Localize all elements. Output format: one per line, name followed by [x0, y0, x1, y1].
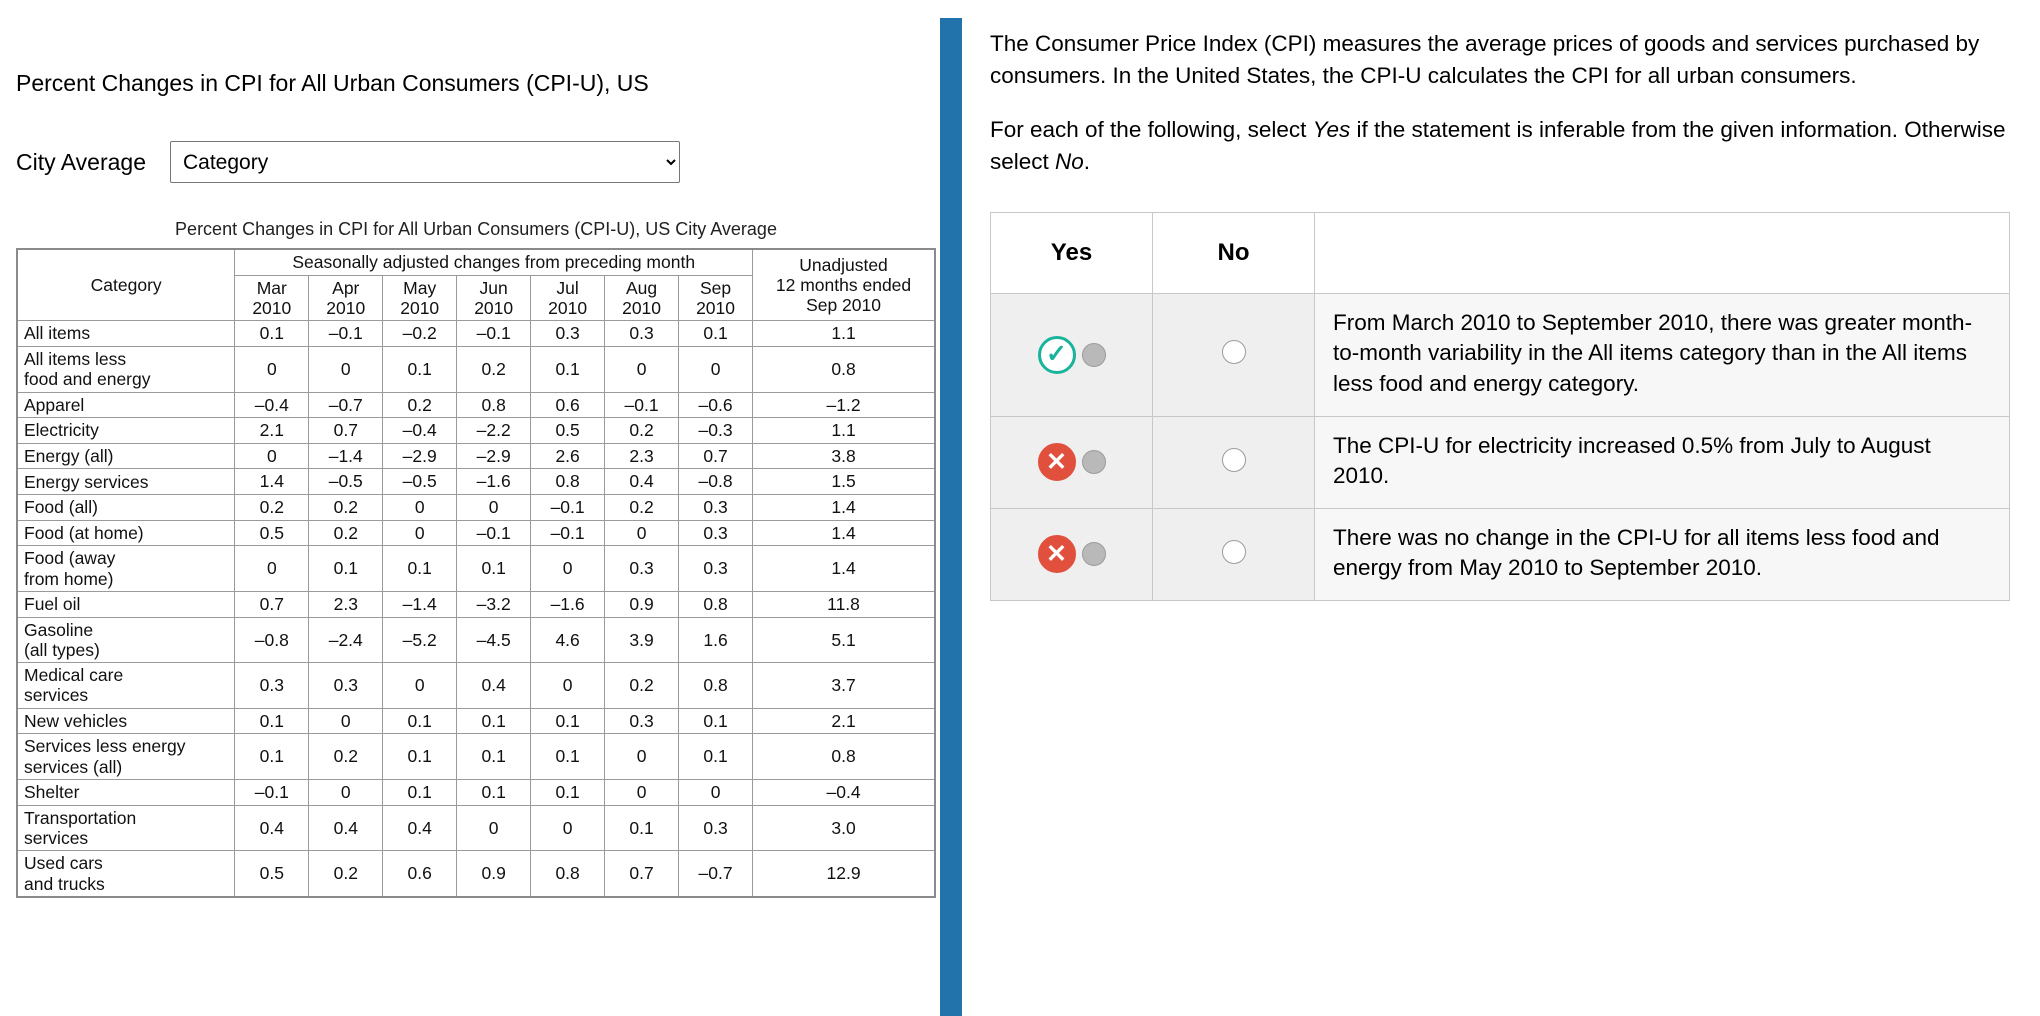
cell-monthly-change: 0.1 [383, 346, 457, 392]
no-radio[interactable] [1222, 340, 1246, 364]
category-line: Fuel oil [24, 594, 81, 615]
intro-no-emphasis: No [1055, 148, 1084, 174]
cell-monthly-change: 0.3 [605, 321, 679, 347]
cell-unadjusted-12-months: 1.4 [753, 546, 935, 592]
month-name: Jul [556, 277, 579, 298]
cell-monthly-change: 0 [679, 780, 753, 806]
category-line: Electricity [24, 420, 99, 441]
cell-monthly-change: 1.6 [679, 617, 753, 663]
cell-unadjusted-12-months: 3.8 [753, 443, 935, 469]
cell-unadjusted-12-months: 12.9 [753, 851, 935, 897]
column-header-unadjusted [753, 249, 935, 321]
table-row [17, 591, 935, 617]
no-radio[interactable] [1222, 448, 1246, 472]
category-line: Food (at home) [24, 522, 144, 543]
cell-monthly-change: 0.2 [309, 495, 383, 521]
incorrect-cross-icon: ✕ [1038, 443, 1076, 481]
cell-category [17, 346, 235, 392]
table-row [17, 392, 935, 418]
question-row [991, 416, 2010, 508]
column-header-no: No [1153, 212, 1315, 293]
cell-monthly-change: 2.3 [309, 591, 383, 617]
cell-monthly-change: 0.2 [309, 851, 383, 897]
cell-monthly-change: –0.4 [235, 392, 309, 418]
cell-monthly-change: 0.1 [383, 708, 457, 734]
cell-monthly-change: 0.1 [457, 734, 531, 780]
cell-monthly-change: –0.1 [457, 321, 531, 347]
incorrect-cross-icon: ✕ [1038, 535, 1076, 573]
question-row [991, 293, 2010, 416]
table-row [17, 321, 935, 347]
cell-unadjusted-12-months: 1.4 [753, 495, 935, 521]
cell-monthly-change: 0 [309, 780, 383, 806]
cell-statement: There was no change in the CPI-U for all items less food and energy from May 2010 to September 2010. [1315, 508, 2010, 600]
cell-monthly-change: 0 [605, 734, 679, 780]
category-line: Shelter [24, 782, 80, 803]
intro-text-before: For each of the following, select [990, 116, 1313, 142]
cell-monthly-change: 0.2 [383, 392, 457, 418]
cell-monthly-change: –5.2 [383, 617, 457, 663]
cell-monthly-change: –0.7 [679, 851, 753, 897]
cell-unadjusted-12-months: 1.4 [753, 520, 935, 546]
cell-category [17, 734, 235, 780]
cell-monthly-change: –0.3 [679, 418, 753, 444]
column-header-month [309, 275, 383, 321]
cell-monthly-change: –0.1 [605, 392, 679, 418]
cell-monthly-change: 0.7 [235, 591, 309, 617]
category-line: All items [24, 323, 91, 344]
column-header-month [383, 275, 457, 321]
cell-monthly-change: 0 [457, 805, 531, 851]
table-row [17, 805, 935, 851]
cpi-table-head [17, 249, 935, 321]
category-line: Energy (all) [24, 445, 114, 466]
category-line: (all types) [24, 639, 100, 660]
cell-monthly-change: 0 [679, 346, 753, 392]
right-panel [962, 0, 2040, 1016]
cell-category [17, 805, 235, 851]
cell-monthly-change: 0.3 [531, 321, 605, 347]
table-row [17, 617, 935, 663]
cell-monthly-change: 0 [235, 546, 309, 592]
cell-monthly-change: 0.6 [531, 392, 605, 418]
column-header-category: Category [17, 249, 235, 321]
table-row [17, 346, 935, 392]
category-line: Apparel [24, 394, 85, 415]
cell-monthly-change: –0.2 [383, 321, 457, 347]
cell-monthly-change: –0.1 [457, 520, 531, 546]
cell-monthly-change: 0.7 [679, 443, 753, 469]
cell-monthly-change: 4.6 [531, 617, 605, 663]
question-row [991, 508, 2010, 600]
cell-monthly-change: 0.1 [679, 734, 753, 780]
category-line: Food (away [24, 548, 116, 569]
month-year: 2010 [622, 297, 662, 318]
cell-monthly-change: 0.7 [309, 418, 383, 444]
category-line: Services less energy [24, 736, 186, 757]
cell-category [17, 443, 235, 469]
intro-yes-emphasis: Yes [1312, 116, 1351, 142]
cell-monthly-change: 0.1 [383, 780, 457, 806]
cell-monthly-change: 0 [235, 443, 309, 469]
cell-monthly-change: 0.1 [679, 708, 753, 734]
cell-monthly-change: 0.1 [235, 321, 309, 347]
city-average-label: City Average [16, 148, 146, 175]
column-header-month [531, 275, 605, 321]
month-year: 2010 [252, 297, 292, 318]
question-header-row [991, 212, 2010, 293]
cell-statement: The CPI-U for electricity increased 0.5% from July to August 2010. [1315, 416, 2010, 508]
cell-monthly-change: –0.7 [309, 392, 383, 418]
cell-monthly-change: 0.8 [531, 851, 605, 897]
cell-monthly-change: 2.6 [531, 443, 605, 469]
category-line: services [24, 827, 89, 848]
cell-monthly-change: 0.4 [457, 663, 531, 709]
cell-monthly-change: 0.2 [309, 734, 383, 780]
table-row [17, 780, 935, 806]
intro-paragraph-1: The Consumer Price Index (CPI) measures the average prices of goods and services purchased by consumers. In the United States, the CPI-U calculates the CPI for all urban consumers. [990, 31, 1980, 88]
cell-monthly-change: 0 [309, 708, 383, 734]
cell-monthly-change: 0.2 [457, 346, 531, 392]
table-row [17, 708, 935, 734]
month-name: Jun [479, 277, 508, 298]
table-row [17, 663, 935, 709]
cell-yes-option[interactable] [991, 508, 1153, 600]
cell-monthly-change: 0 [309, 346, 383, 392]
cell-monthly-change: –2.9 [383, 443, 457, 469]
month-year: 2010 [548, 297, 588, 318]
month-year: 2010 [474, 297, 514, 318]
yes-radio[interactable] [1082, 542, 1106, 566]
cell-monthly-change: –1.4 [309, 443, 383, 469]
cell-monthly-change: –2.2 [457, 418, 531, 444]
cell-monthly-change: 0.5 [235, 520, 309, 546]
cell-monthly-change: 0.3 [235, 663, 309, 709]
cell-monthly-change: 0.3 [309, 663, 383, 709]
category-line: Gasoline [24, 619, 94, 640]
cell-monthly-change: 0 [383, 495, 457, 521]
cell-monthly-change: –0.5 [309, 469, 383, 495]
cell-monthly-change: 0.8 [531, 469, 605, 495]
cell-category [17, 392, 235, 418]
cell-unadjusted-12-months: 11.8 [753, 591, 935, 617]
cell-unadjusted-12-months: 1.1 [753, 321, 935, 347]
cell-monthly-change: 3.9 [605, 617, 679, 663]
month-name: Mar [256, 277, 287, 298]
yes-radio[interactable] [1082, 450, 1106, 474]
cell-monthly-change: 0.1 [383, 734, 457, 780]
instructions [990, 28, 2010, 178]
cell-monthly-change: –0.1 [309, 321, 383, 347]
cell-monthly-change: 0.9 [457, 851, 531, 897]
intro-paragraph-2 [990, 114, 2010, 178]
cell-monthly-change: 0.1 [457, 780, 531, 806]
cell-no-option[interactable] [1153, 508, 1315, 600]
left-panel [0, 0, 940, 1016]
cell-monthly-change: 0 [531, 805, 605, 851]
cell-monthly-change: 0 [383, 520, 457, 546]
cell-monthly-change: 0 [605, 520, 679, 546]
column-header-statement [1315, 212, 2010, 293]
cell-monthly-change: 0.1 [383, 546, 457, 592]
cell-unadjusted-12-months: 0.8 [753, 346, 935, 392]
cell-category [17, 663, 235, 709]
table-row [17, 520, 935, 546]
table-row [17, 469, 935, 495]
cell-unadjusted-12-months: 2.1 [753, 708, 935, 734]
cell-monthly-change: 0 [531, 663, 605, 709]
cell-yes-option[interactable] [991, 416, 1153, 508]
page-title: Percent Changes in CPI for All Urban Consumers (CPI-U), US [16, 70, 649, 96]
category-select[interactable] [170, 141, 680, 183]
cell-category [17, 321, 235, 347]
cpi-table-body [17, 321, 935, 897]
column-header-month [457, 275, 531, 321]
cell-monthly-change: 2.1 [235, 418, 309, 444]
category-line: All items less [24, 348, 127, 369]
cell-category [17, 520, 235, 546]
cell-unadjusted-12-months: 1.5 [753, 469, 935, 495]
month-year: 2010 [400, 297, 440, 318]
cell-monthly-change: 0.4 [605, 469, 679, 495]
table-row [17, 418, 935, 444]
yes-radio[interactable] [1082, 343, 1106, 367]
cell-monthly-change: –0.8 [679, 469, 753, 495]
column-header-month [235, 275, 309, 321]
month-year: 2010 [696, 297, 736, 318]
cell-monthly-change: 0.4 [235, 805, 309, 851]
category-line: from home) [24, 568, 114, 589]
table-row [17, 734, 935, 780]
cell-monthly-change: 0.7 [605, 851, 679, 897]
cell-category [17, 495, 235, 521]
cell-monthly-change: –1.6 [531, 591, 605, 617]
cell-monthly-change: 2.3 [605, 443, 679, 469]
cell-monthly-change: –3.2 [457, 591, 531, 617]
cell-monthly-change: 0.1 [309, 546, 383, 592]
cell-category [17, 546, 235, 592]
cell-yes-option[interactable] [991, 293, 1153, 416]
cell-monthly-change: 0.2 [605, 418, 679, 444]
yes-radio-group[interactable] [1038, 443, 1106, 481]
unadjusted-line-2: 12 months ended [775, 275, 912, 296]
cell-monthly-change: 0 [383, 663, 457, 709]
cell-unadjusted-12-months: –1.2 [753, 392, 935, 418]
cell-monthly-change: 0.1 [605, 805, 679, 851]
category-line: and trucks [24, 873, 105, 894]
cell-monthly-change: –1.4 [383, 591, 457, 617]
table-row [17, 851, 935, 897]
cell-monthly-change: –0.1 [235, 780, 309, 806]
cell-monthly-change: –0.4 [383, 418, 457, 444]
cell-monthly-change: 0.8 [457, 392, 531, 418]
cell-category [17, 708, 235, 734]
cell-statement: From March 2010 to September 2010, there was greater month-to-month variability in the All items category than in the All items less food and energy category. [1315, 293, 2010, 416]
cell-no-option[interactable] [1153, 293, 1315, 416]
cell-monthly-change: –0.1 [531, 495, 605, 521]
cell-monthly-change: 0 [605, 346, 679, 392]
category-line: Food (all) [24, 497, 98, 518]
cell-unadjusted-12-months: 3.7 [753, 663, 935, 709]
cell-monthly-change: 0 [531, 546, 605, 592]
cell-monthly-change: –2.4 [309, 617, 383, 663]
table-row [17, 443, 935, 469]
cell-monthly-change: 0.3 [679, 546, 753, 592]
cell-unadjusted-12-months: 3.0 [753, 805, 935, 851]
question-table-head [991, 212, 2010, 293]
cell-monthly-change: 0.8 [679, 591, 753, 617]
cell-monthly-change: 0.1 [235, 734, 309, 780]
month-year: 2010 [326, 297, 366, 318]
category-line: services [24, 685, 89, 706]
cell-monthly-change: 0.1 [235, 708, 309, 734]
intro-text-end: . [1083, 148, 1091, 174]
table-row [17, 546, 935, 592]
question-table-body [991, 293, 2010, 600]
question-table [990, 212, 2010, 601]
column-header-month [679, 275, 753, 321]
cell-no-option[interactable] [1153, 416, 1315, 508]
cell-monthly-change: 0.6 [383, 851, 457, 897]
category-line: Energy services [24, 471, 149, 492]
cell-category [17, 591, 235, 617]
cell-unadjusted-12-months: 0.8 [753, 734, 935, 780]
column-header-group-seasonally-adjusted: Seasonally adjusted changes from preceding month [235, 249, 753, 275]
cell-monthly-change: 0.2 [235, 495, 309, 521]
category-line: services (all) [24, 756, 123, 777]
unadjusted-line-3: Sep 2010 [806, 295, 881, 316]
cell-category [17, 617, 235, 663]
cell-monthly-change: 0 [457, 495, 531, 521]
month-name: Sep [699, 277, 732, 298]
cell-monthly-change: 0.5 [235, 851, 309, 897]
cell-monthly-change: 0.1 [457, 546, 531, 592]
cell-monthly-change: –0.6 [679, 392, 753, 418]
cell-category [17, 469, 235, 495]
table-header-row-1 [17, 249, 935, 275]
cell-monthly-change: 0.3 [605, 708, 679, 734]
no-radio[interactable] [1222, 540, 1246, 564]
cell-category [17, 851, 235, 897]
category-line: Medical care [24, 665, 124, 686]
cpi-table [16, 248, 936, 898]
category-line: Transportation [24, 807, 137, 828]
cell-monthly-change: 0.1 [531, 734, 605, 780]
cell-monthly-change: 0 [235, 346, 309, 392]
intro-text-middle: if the statement is inferable from the given information. Otherwise select [990, 116, 2006, 174]
cell-monthly-change: –0.1 [531, 520, 605, 546]
cell-monthly-change: 0.3 [679, 520, 753, 546]
cell-monthly-change: 0.5 [531, 418, 605, 444]
cell-monthly-change: 0.3 [605, 546, 679, 592]
cell-monthly-change: 0.2 [605, 663, 679, 709]
cell-unadjusted-12-months: 5.1 [753, 617, 935, 663]
cell-unadjusted-12-months: 1.1 [753, 418, 935, 444]
cell-category [17, 780, 235, 806]
category-line: Used cars [24, 853, 103, 874]
month-name: Aug [626, 277, 658, 298]
table-row [17, 495, 935, 521]
cell-monthly-change: –1.6 [457, 469, 531, 495]
cell-monthly-change: 0.9 [605, 591, 679, 617]
column-header-yes: Yes [991, 212, 1153, 293]
cell-monthly-change: –0.8 [235, 617, 309, 663]
month-name: May [403, 277, 437, 298]
city-average-row [16, 141, 940, 183]
cell-monthly-change: 0.4 [309, 805, 383, 851]
yes-radio-group[interactable] [1038, 535, 1106, 573]
cell-monthly-change: 0.1 [457, 708, 531, 734]
month-name: Apr [332, 277, 360, 298]
cell-monthly-change: 0.3 [679, 805, 753, 851]
cell-monthly-change: 0.1 [679, 321, 753, 347]
cell-monthly-change: –4.5 [457, 617, 531, 663]
cell-monthly-change: 0.2 [605, 495, 679, 521]
yes-radio-group[interactable] [1038, 336, 1106, 374]
cell-monthly-change: 0.2 [309, 520, 383, 546]
cell-unadjusted-12-months: –0.4 [753, 780, 935, 806]
cell-monthly-change: 0.1 [531, 780, 605, 806]
cell-category [17, 418, 235, 444]
cell-monthly-change: 1.4 [235, 469, 309, 495]
category-line: food and energy [24, 369, 151, 390]
cell-monthly-change: 0.4 [383, 805, 457, 851]
vertical-divider [940, 18, 962, 1016]
cell-monthly-change: 0 [605, 780, 679, 806]
cell-monthly-change: –2.9 [457, 443, 531, 469]
cell-monthly-change: 0.8 [679, 663, 753, 709]
cell-monthly-change: 0.3 [679, 495, 753, 521]
column-header-month [605, 275, 679, 321]
table-caption: Percent Changes in CPI for All Urban Consumers (CPI-U), US City Average [175, 219, 777, 240]
cell-monthly-change: 0.1 [531, 346, 605, 392]
category-line: New vehicles [24, 710, 128, 731]
cell-monthly-change: 0.1 [531, 708, 605, 734]
correct-check-icon: ✓ [1038, 336, 1076, 374]
cell-monthly-change: –0.5 [383, 469, 457, 495]
unadjusted-line-1: Unadjusted [799, 254, 888, 275]
